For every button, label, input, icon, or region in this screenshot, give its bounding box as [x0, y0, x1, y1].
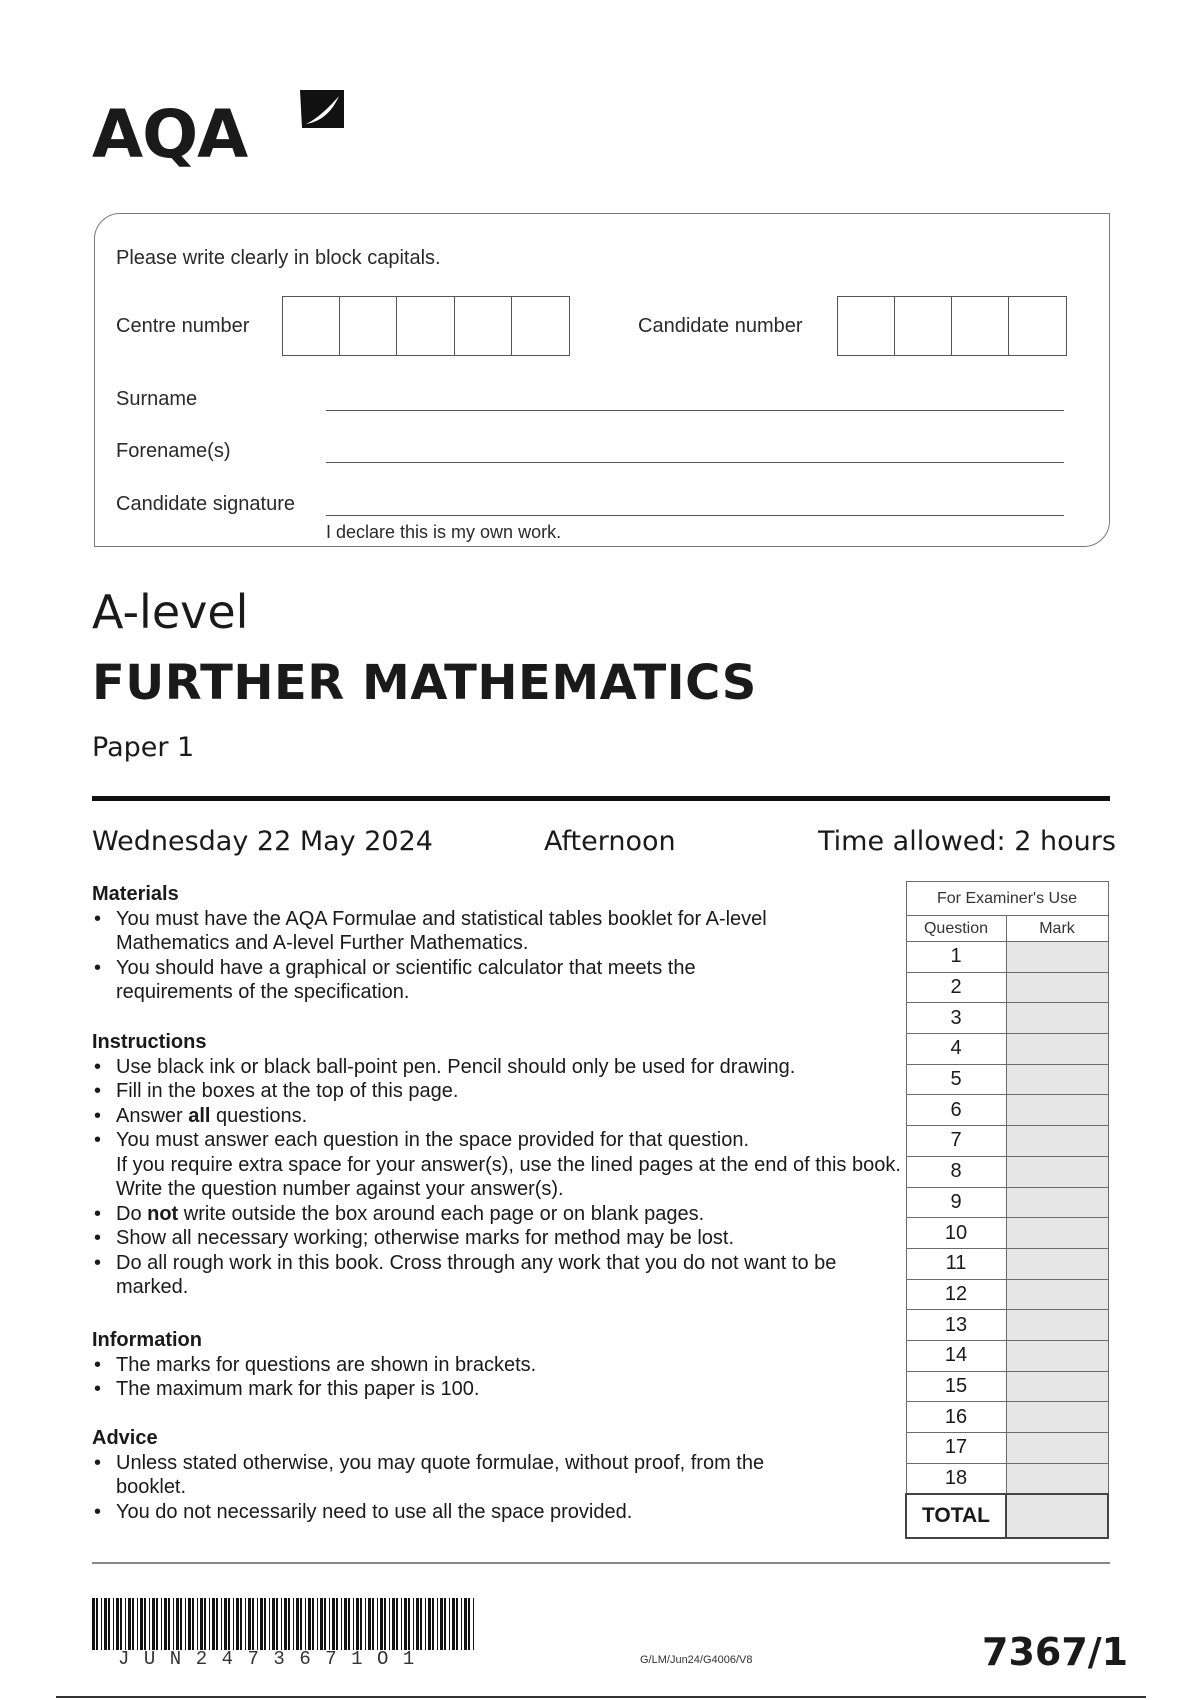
question-number: 17: [906, 1433, 1006, 1464]
total-label: TOTAL: [906, 1494, 1006, 1538]
mark-cell[interactable]: [1006, 1218, 1108, 1249]
block-capitals-instruction: Please write clearly in block capitals.: [116, 247, 441, 269]
logo-text: AQA: [92, 96, 248, 173]
surname-label: Surname: [116, 388, 198, 410]
candidate-digit-box[interactable]: [1009, 297, 1066, 355]
mark-cell[interactable]: [1006, 1064, 1108, 1095]
table-row: [906, 1279, 1108, 1310]
table-row: [906, 1310, 1108, 1341]
information-heading: Information: [92, 1329, 202, 1351]
question-column-header: Question: [906, 916, 1006, 942]
signature-line[interactable]: [326, 515, 1064, 516]
list-item: • You should have a graphical or scientific calculator that meets the requirements of the specification.: [92, 956, 816, 1005]
instructions-section: [92, 1030, 900, 1300]
table-row: [906, 942, 1108, 973]
question-number: 12: [906, 1279, 1006, 1310]
materials-heading: Materials: [92, 883, 179, 905]
mark-cell[interactable]: [1006, 1156, 1108, 1187]
table-row: [906, 1218, 1108, 1249]
mark-cell[interactable]: [1006, 1003, 1108, 1034]
mark-cell[interactable]: [1006, 1463, 1108, 1494]
declaration-text: I declare this is my own work.: [326, 522, 562, 542]
aqa-logo: [92, 88, 362, 183]
text-run: write outside the box around each page or on blank pages.: [178, 1202, 705, 1225]
mark-cell[interactable]: [1006, 1034, 1108, 1065]
exam-session: Afternoon: [544, 826, 676, 857]
mark-cell[interactable]: [1006, 1310, 1108, 1341]
information-section: [92, 1328, 892, 1402]
mark-cell[interactable]: [1006, 1095, 1108, 1126]
surname-line[interactable]: [326, 410, 1064, 411]
table-row: [906, 972, 1108, 1003]
question-number: 5: [906, 1064, 1006, 1095]
time-allowed: Time allowed: 2 hours: [818, 826, 1116, 857]
question-number: 14: [906, 1340, 1006, 1371]
table-row: [906, 1340, 1108, 1371]
exam-date: Wednesday 22 May 2024: [92, 826, 433, 857]
mark-cell[interactable]: [1006, 1433, 1108, 1464]
signature-label: Candidate signature: [116, 493, 296, 515]
list-item: • You must have the AQA Formulae and statistical tables booklet for A-level Mathematics and A-level Further Mathematics.: [92, 907, 816, 956]
list-item: [92, 1128, 906, 1202]
question-number: 1: [906, 942, 1006, 973]
question-number: 9: [906, 1187, 1006, 1218]
mark-cell[interactable]: [1006, 1279, 1108, 1310]
centre-digit-box[interactable]: [340, 297, 397, 355]
centre-digit-box[interactable]: [455, 297, 512, 355]
forename-line[interactable]: [326, 462, 1064, 463]
question-number: 7: [906, 1126, 1006, 1157]
centre-digit-box[interactable]: [512, 297, 569, 355]
table-row: [906, 1463, 1108, 1494]
paper-code: 7367/1: [982, 1630, 1129, 1674]
list-item: [92, 1104, 900, 1129]
question-number: 10: [906, 1218, 1006, 1249]
qualification-level: A-level: [92, 585, 249, 639]
centre-number-label: Centre number: [116, 315, 250, 337]
candidate-digit-box[interactable]: [838, 297, 895, 355]
question-number: 13: [906, 1310, 1006, 1341]
page-bottom-rule: [56, 1696, 1146, 1698]
mark-cell[interactable]: [1006, 942, 1108, 973]
advice-section: [92, 1426, 892, 1524]
barcode-icon: [92, 1598, 476, 1650]
mark-column-header: Mark: [1006, 916, 1108, 942]
text-run: Do: [116, 1202, 148, 1225]
list-item: • Fill in the boxes at the top of this page.: [92, 1079, 900, 1104]
barcode-text: JUN2473671O1: [118, 1648, 429, 1670]
list-item: • Do all rough work in this book. Cross through any work that you do not want to be marked.: [92, 1251, 906, 1300]
centre-number-boxes[interactable]: [282, 296, 570, 356]
mark-cell[interactable]: [1006, 1371, 1108, 1402]
list-item: • The marks for questions are shown in brackets.: [92, 1353, 892, 1378]
table-row: [906, 1433, 1108, 1464]
question-number: 11: [906, 1248, 1006, 1279]
materials-section: [92, 882, 892, 1005]
emphasis-text: not: [147, 1202, 179, 1225]
centre-digit-box[interactable]: [283, 297, 340, 355]
table-row: [906, 1156, 1108, 1187]
mark-cell[interactable]: [1006, 972, 1108, 1003]
forename-label: Forename(s): [116, 440, 231, 462]
mark-cell[interactable]: [1006, 1248, 1108, 1279]
logo-mark-icon: [297, 88, 347, 140]
table-row: [906, 1248, 1108, 1279]
question-number: 2: [906, 972, 1006, 1003]
emphasis-text: all: [188, 1104, 211, 1127]
mark-cell[interactable]: [1006, 1340, 1108, 1371]
document-reference: G/LM/Jun24/G4006/V8: [640, 1654, 753, 1666]
list-item: • You do not necessarily need to use all the space provided.: [92, 1500, 892, 1525]
text-run: questions.: [210, 1104, 308, 1127]
table-row: [906, 1095, 1108, 1126]
list-item: • Show all necessary working; otherwise marks for method may be lost.: [92, 1226, 900, 1251]
list-item: • The maximum mark for this paper is 100.: [92, 1377, 892, 1402]
candidate-digit-box[interactable]: [952, 297, 1009, 355]
list-item: • Unless stated otherwise, you may quote formulae, without proof, from the booklet.: [92, 1451, 796, 1500]
text-run: You must answer each question in the space provided for that question.: [116, 1129, 749, 1151]
table-row: [906, 1402, 1108, 1433]
mark-cell[interactable]: [1006, 1126, 1108, 1157]
question-number: 16: [906, 1402, 1006, 1433]
mark-cell[interactable]: [1006, 1187, 1108, 1218]
list-item: • Use black ink or black ball-point pen. Pencil should only be used for drawing.: [92, 1055, 900, 1080]
paper-number: Paper 1: [92, 732, 195, 763]
extra-space-note: If you require extra space for your answer(s), use the lined pages at the end of this book. Write the question number against your answer(s).: [116, 1153, 901, 1200]
question-number: 6: [906, 1095, 1006, 1126]
examiner-use-table: [905, 881, 1109, 1539]
instructions-heading: Instructions: [92, 1031, 207, 1053]
mark-cell[interactable]: [1006, 1402, 1108, 1433]
table-row: [906, 1064, 1108, 1095]
title-divider: [92, 796, 1110, 801]
table-row: [906, 1034, 1108, 1065]
advice-heading: Advice: [92, 1427, 158, 1449]
candidate-number-label: Candidate number: [638, 315, 803, 337]
candidate-number-boxes[interactable]: [837, 296, 1067, 356]
question-number: 18: [906, 1463, 1006, 1494]
question-number: 3: [906, 1003, 1006, 1034]
total-mark-cell[interactable]: [1006, 1494, 1108, 1538]
table-row: [906, 1003, 1108, 1034]
question-number: 4: [906, 1034, 1006, 1065]
table-row: [906, 1371, 1108, 1402]
question-number: 8: [906, 1156, 1006, 1187]
table-row: [906, 1187, 1108, 1218]
candidate-digit-box[interactable]: [895, 297, 952, 355]
subject-title: FURTHER MATHEMATICS: [92, 655, 757, 711]
examiner-table-title: For Examiner's Use: [906, 882, 1108, 916]
centre-digit-box[interactable]: [397, 297, 454, 355]
list-item: [92, 1202, 900, 1227]
text-run: Answer: [116, 1104, 189, 1127]
footer-divider: [92, 1562, 1110, 1564]
question-number: 15: [906, 1371, 1006, 1402]
table-row: [906, 1126, 1108, 1157]
